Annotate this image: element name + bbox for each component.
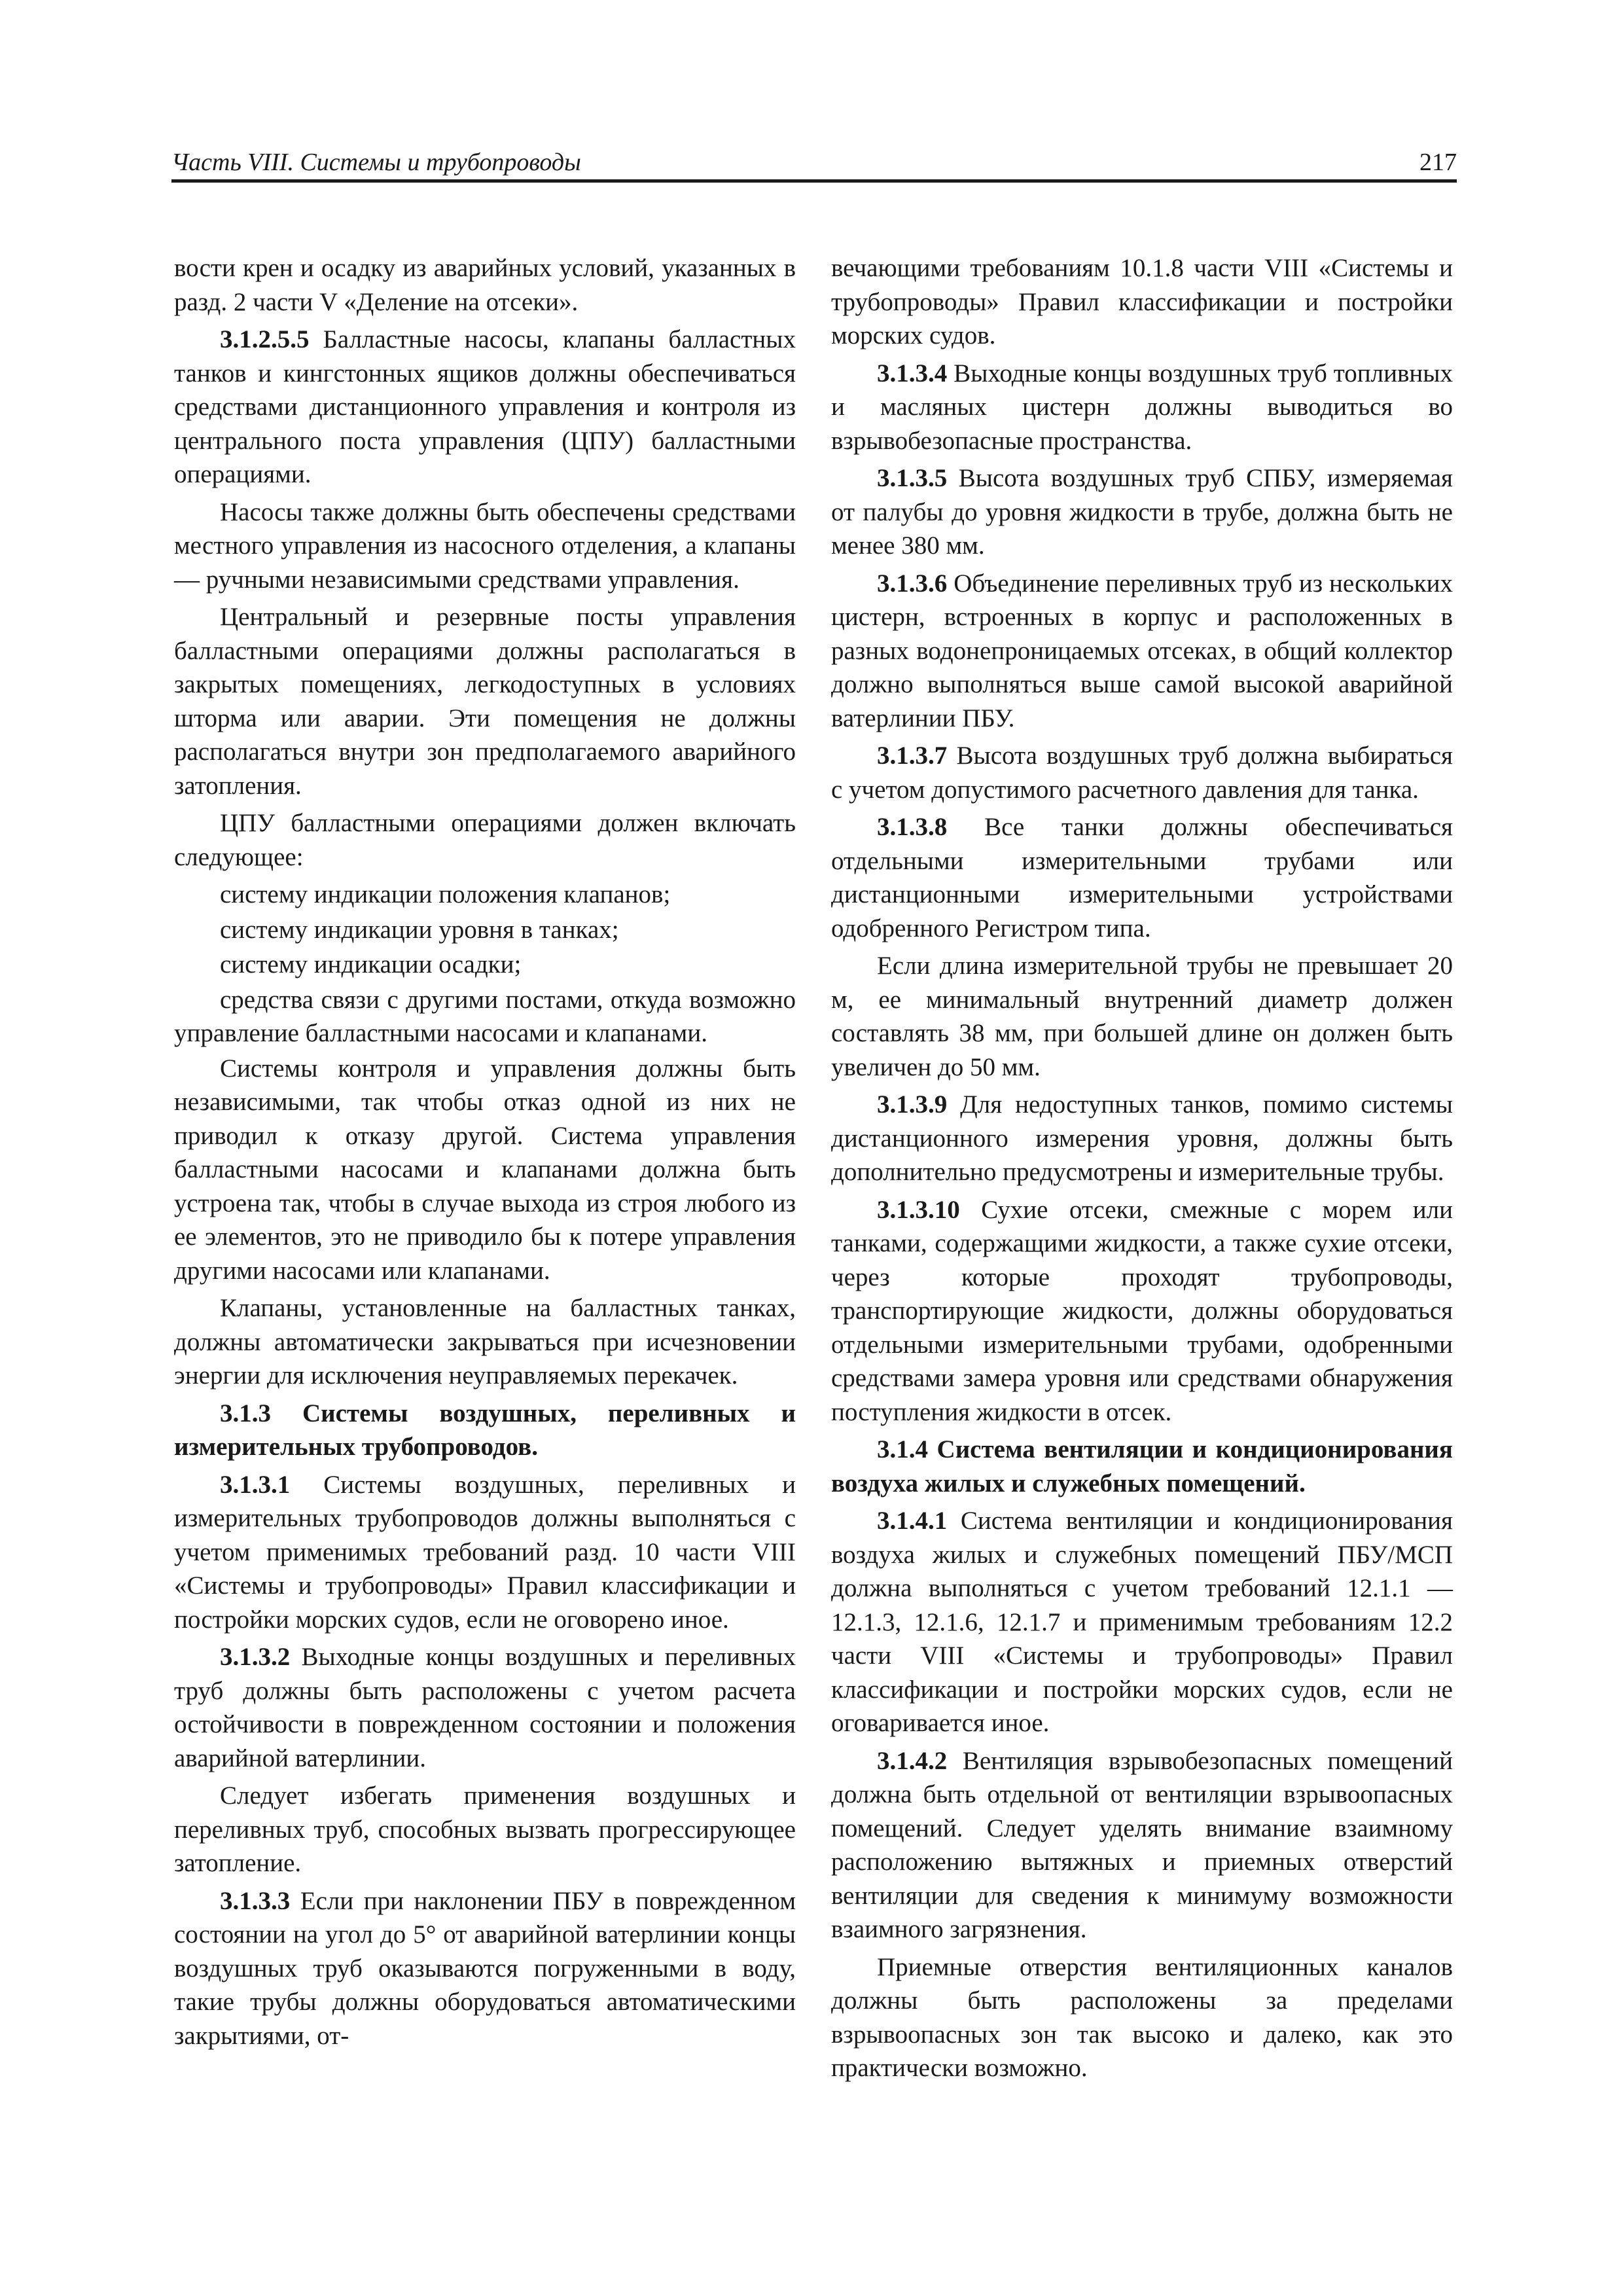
right-column bbox=[831, 251, 1453, 2089]
left-column bbox=[174, 251, 796, 2056]
clause-3-1-2-5-5: 3.1.2.5.5 Балластные насосы, клапаны балластных танков и кингстонных ящиков должны обеспечиваться средствами дистанционного управления и контроля из центрального поста управления (ЦПУ) балластными операциями. bbox=[174, 325, 796, 488]
clause-number: 3.1.3.9 bbox=[877, 1090, 948, 1119]
paragraph: ЦПУ балластными операциями должен включать следующее: bbox=[174, 809, 796, 871]
clause-3-1-3-6: 3.1.3.6 Объединение переливных труб из нескольких цистерн, встроенных в корпус и расположенных в разных водонепроницаемых отсеках, в общий коллектор должно выполняться выше самой высокой аварийной ватерлинии ПБУ. bbox=[831, 569, 1453, 732]
list-item: средства связи с другими постами, откуда возможно управление балластными насосами и клапанами. bbox=[174, 985, 796, 1047]
clause-3-1-3-2: 3.1.3.2 Выходные концы воздушных и переливных труб должны быть расположены с учетом расчета остойчивости в поврежденном состоянии и положения аварийной ватерлинии. bbox=[174, 1643, 796, 1772]
clause-3-1-3-9: 3.1.3.9 Для недоступных танков, помимо системы дистанционного измерения уровня, должны быть дополнительно предусмотрены и измерительные трубы. bbox=[831, 1090, 1453, 1186]
clause-number: 3.1.3.4 bbox=[877, 359, 948, 387]
clause-number: 3.1.3.5 bbox=[877, 464, 948, 492]
clause-number: 3.1.4.2 bbox=[877, 1746, 948, 1775]
paragraph: Если длина измерительной трубы не превышает 20 м, ее минимальный внутренний диаметр должен составлять 38 мм, при большей длине он должен быть увеличен до 50 мм. bbox=[831, 952, 1453, 1081]
clause-number: 3.1.3.3 bbox=[220, 1886, 291, 1915]
clause-3-1-4-1: 3.1.4.1 Система вентиляции и кондиционирования воздуха жилых и служебных помещений ПБУ/МСП должна выполняться с учетом требований 12.1.1 — 12.1.3, 12.1.6, 12.1.7 и применимым требованиям 12.2 части VIII «Системы и трубопроводы» Правил классификации и постройки морских судов, если не оговаривается иное. bbox=[831, 1507, 1453, 1737]
section-heading-3-1-4: 3.1.4 Система вентиляции и кондиционирования воздуха жилых и служебных помещений. bbox=[831, 1435, 1453, 1498]
paragraph: Приемные отверстия вентиляционных каналов должны быть расположены за пределами взрывоопасных зон так высоко и далеко, как это практически возможно. bbox=[831, 1952, 1453, 2082]
paragraph: Насосы также должны быть обеспечены средствами местного управления из насосного отделения, а клапаны — ручными независимыми средствами управления. bbox=[174, 497, 796, 594]
clause-3-1-3-8: 3.1.3.8 Все танки должны обеспечиваться отдельными измерительными трубами или дистанционными измерительными устройствами одобренного Регистром типа. bbox=[831, 813, 1453, 942]
clause-3-1-3-1: 3.1.3.1 Системы воздушных, переливных и измерительных трубопроводов должны выполняться с учетом применимых требований разд. 10 части VIII «Системы и трубопроводы» Правил классификации и постройки морских судов, если не оговорено иное. bbox=[174, 1470, 796, 1634]
paragraph: Системы контроля и управления должны быть независимыми, так чтобы отказ одной из них не приводил к отказу другой. Система управления балластными насосами и клапанами должна быть устроена так, чтобы в случае выхода из строя любого из ее элементов, это не приводило бы к потере управления другими насосами или клапанами. bbox=[174, 1054, 796, 1285]
paragraph: вости крен и осадку из аварийных условий, указанных в разд. 2 части V «Деление на отсеки». bbox=[174, 254, 796, 316]
clause-3-1-3-3: 3.1.3.3 Если при наклонении ПБУ в поврежденном состоянии на угол до 5° от аварийной ватерлинии концы воздушных труб оказываются погруженными в воду, такие трубы должны оборудоваться автоматическими закрытиями, от- bbox=[174, 1886, 796, 2050]
section-heading-3-1-3: 3.1.3 Системы воздушных, переливных и измерительных трубопроводов. bbox=[174, 1399, 796, 1461]
list-item: систему индикации уровня в танках; bbox=[220, 915, 619, 944]
clause-number: 3.1.4.1 bbox=[877, 1507, 948, 1535]
list-item: систему индикации положения клапанов; bbox=[220, 880, 671, 908]
running-title: Часть VIII. Системы и трубопроводы bbox=[171, 149, 581, 176]
clause-number: 3.1.3.2 bbox=[220, 1643, 291, 1671]
paragraph: Клапаны, установленные на балластных танках, должны автоматически закрываться при исчезновении энергии для исключения неуправляемых перекачек. bbox=[174, 1294, 796, 1390]
clause-number: 3.1.3.8 bbox=[877, 813, 948, 841]
page-number: 217 bbox=[1419, 149, 1457, 176]
paragraph: Следует избегать применения воздушных и переливных труб, способных вызвать прогрессирующее затопление. bbox=[174, 1782, 796, 1877]
clause-number: 3.1.3.1 bbox=[220, 1470, 291, 1499]
page-header bbox=[171, 139, 1457, 183]
clause-3-1-3-5: 3.1.3.5 Высота воздушных труб СПБУ, измеряемая от палубы до уровня жидкости в трубе, должна быть не менее 380 мм. bbox=[831, 464, 1453, 560]
clause-number: 3.1.2.5.5 bbox=[220, 325, 310, 353]
paragraph: Центральный и резервные посты управления балластными операциями должны располагаться в закрытых помещениях, легкодоступных в условиях шторма или аварии. Эти помещения не должны располагаться внутри зон предполагаемого аварийного затопления. bbox=[174, 603, 796, 800]
paragraph: вечающими требованиям 10.1.8 части VIII «Системы и трубопроводы» Правил классификации и постройки морских судов. bbox=[831, 254, 1453, 350]
clause-3-1-3-4: 3.1.3.4 Выходные концы воздушных труб топливных и масляных цистерн должны выводиться во взрывобезопасные пространства. bbox=[831, 359, 1453, 455]
list-item: систему индикации осадки; bbox=[220, 950, 522, 978]
clause-3-1-3-7: 3.1.3.7 Высота воздушных труб должна выбираться с учетом допустимого расчетного давления для танка. bbox=[831, 742, 1453, 804]
clause-number: 3.1.3.10 bbox=[877, 1195, 960, 1224]
clause-number: 3.1.3.7 bbox=[877, 742, 948, 770]
clause-number: 3.1.3.6 bbox=[877, 569, 948, 598]
clause-3-1-3-10: 3.1.3.10 Сухие отсеки, смежные с морем или танками, содержащими жидкости, а также сухие отсеки, через которые проходят трубопроводы, транспортирующие жидкости, должны оборудоваться отдельными измерительными трубами, одобренными средствами замера уровня или средствами обнаружения поступления жидкости в отсек. bbox=[831, 1195, 1453, 1426]
clause-3-1-4-2: 3.1.4.2 Вентиляция взрывобезопасных помещений должна быть отдельной от вентиляции взрывоопасных помещений. Следует уделять внимание взаимному расположению вытяжных и приемных отверстий вентиляции для сведения к минимуму возможности взаимного загрязнения. bbox=[831, 1746, 1453, 1943]
